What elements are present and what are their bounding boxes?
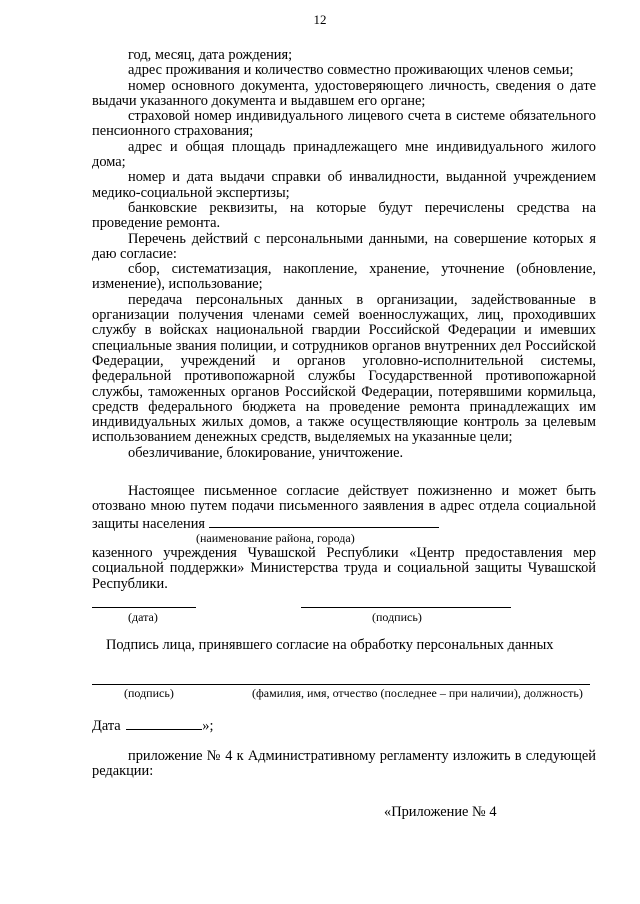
list-item: банковские реквизиты, на которые будут перечислены средства на проведение ремонта. — [92, 199, 596, 232]
list-item: страховой номер индивидуального лицевого счета в системе обязательного пенсионного страхования; — [92, 108, 596, 140]
list-item: номер основного документа, удостоверяющего личность, сведения о дате выдачи указанного документа и выдавшем его органе; — [92, 77, 596, 109]
date-suffix: »; — [202, 718, 214, 734]
document-body — [92, 48, 596, 461]
list-item: передача персональных данных в организации, задействованные в организации получения членами семей военнослужащих, лиц, проходивших службу в войсках национальной гвардии Российской Федерации и имевших специальные звания полиции, и сотрудников органов внутренних дел Российской Федерации, учреждений и органов уголовно-исполнительной системы, федеральной противопожарной службы Государственной противопожарной службы, таможенных органов Российской Федерации, потерявшими кормильца, средств федерального бюджета на проведение ремонта принадлежащих им индивидуальных жилых домов, а также осуществляющие контроль за целевым использованием денежных средств, выделяемых на указанные цели; — [92, 291, 596, 446]
date-signature-line — [92, 607, 196, 608]
date-caption: (дата) — [128, 610, 158, 624]
signer-label: Подпись лица, принявшего согласие на обработку персональных данных — [106, 637, 554, 653]
personal-data-list — [92, 48, 596, 232]
appendix-instruction: приложение № 4 к Административному регламенту изложить в следующей редакции: — [92, 748, 596, 780]
list-item: год, месяц, дата рождения; — [128, 47, 293, 63]
date-line — [92, 717, 214, 734]
actions-list — [92, 262, 596, 461]
consent-text-part-2: казенного учреждения Чувашской Республики «Центр предоставления мер социальной поддержки» Министерства труда и социальной защиты Чувашской Республики. — [92, 545, 596, 592]
signer-line — [92, 684, 590, 685]
list-item: обезличивание, блокирование, уничтожение. — [128, 444, 404, 461]
date-label: Дата — [92, 718, 121, 734]
consent-paragraph — [92, 484, 596, 532]
district-caption: (наименование района, города) — [196, 531, 355, 545]
appendix-heading: «Приложение № 4 — [384, 804, 497, 820]
page-number: 12 — [313, 12, 327, 27]
list-item: номер и дата выдачи справки об инвалидности, выданной учреждением медико-социальной экспертизы; — [92, 169, 596, 201]
list-item: адрес проживания и количество совместно проживающих членов семьи; — [128, 62, 574, 79]
signer-signature-caption: (подпись) — [124, 686, 174, 700]
district-blank-line — [209, 515, 439, 528]
date-blank-line — [126, 717, 202, 730]
list-item: адрес и общая площадь принадлежащего мне индивидуального жилого дома; — [92, 138, 596, 171]
signature-caption: (подпись) — [372, 610, 422, 624]
list-item: сбор, систематизация, накопление, хранение, уточнение (обновление, изменение), использование; — [92, 261, 596, 293]
signer-name-caption: (фамилия, имя, отчество (последнее – при наличии), должность) — [252, 686, 583, 700]
actions-intro: Перечень действий с персональными данными, на совершение которых я даю согласие: — [92, 230, 596, 262]
consent-text-part-1: Настоящее письменное согласие действует пожизненно и может быть отозвано мною путем подачи письменного заявления в адрес отдела социальной защиты населения — [92, 483, 596, 532]
signature-line — [301, 607, 511, 608]
